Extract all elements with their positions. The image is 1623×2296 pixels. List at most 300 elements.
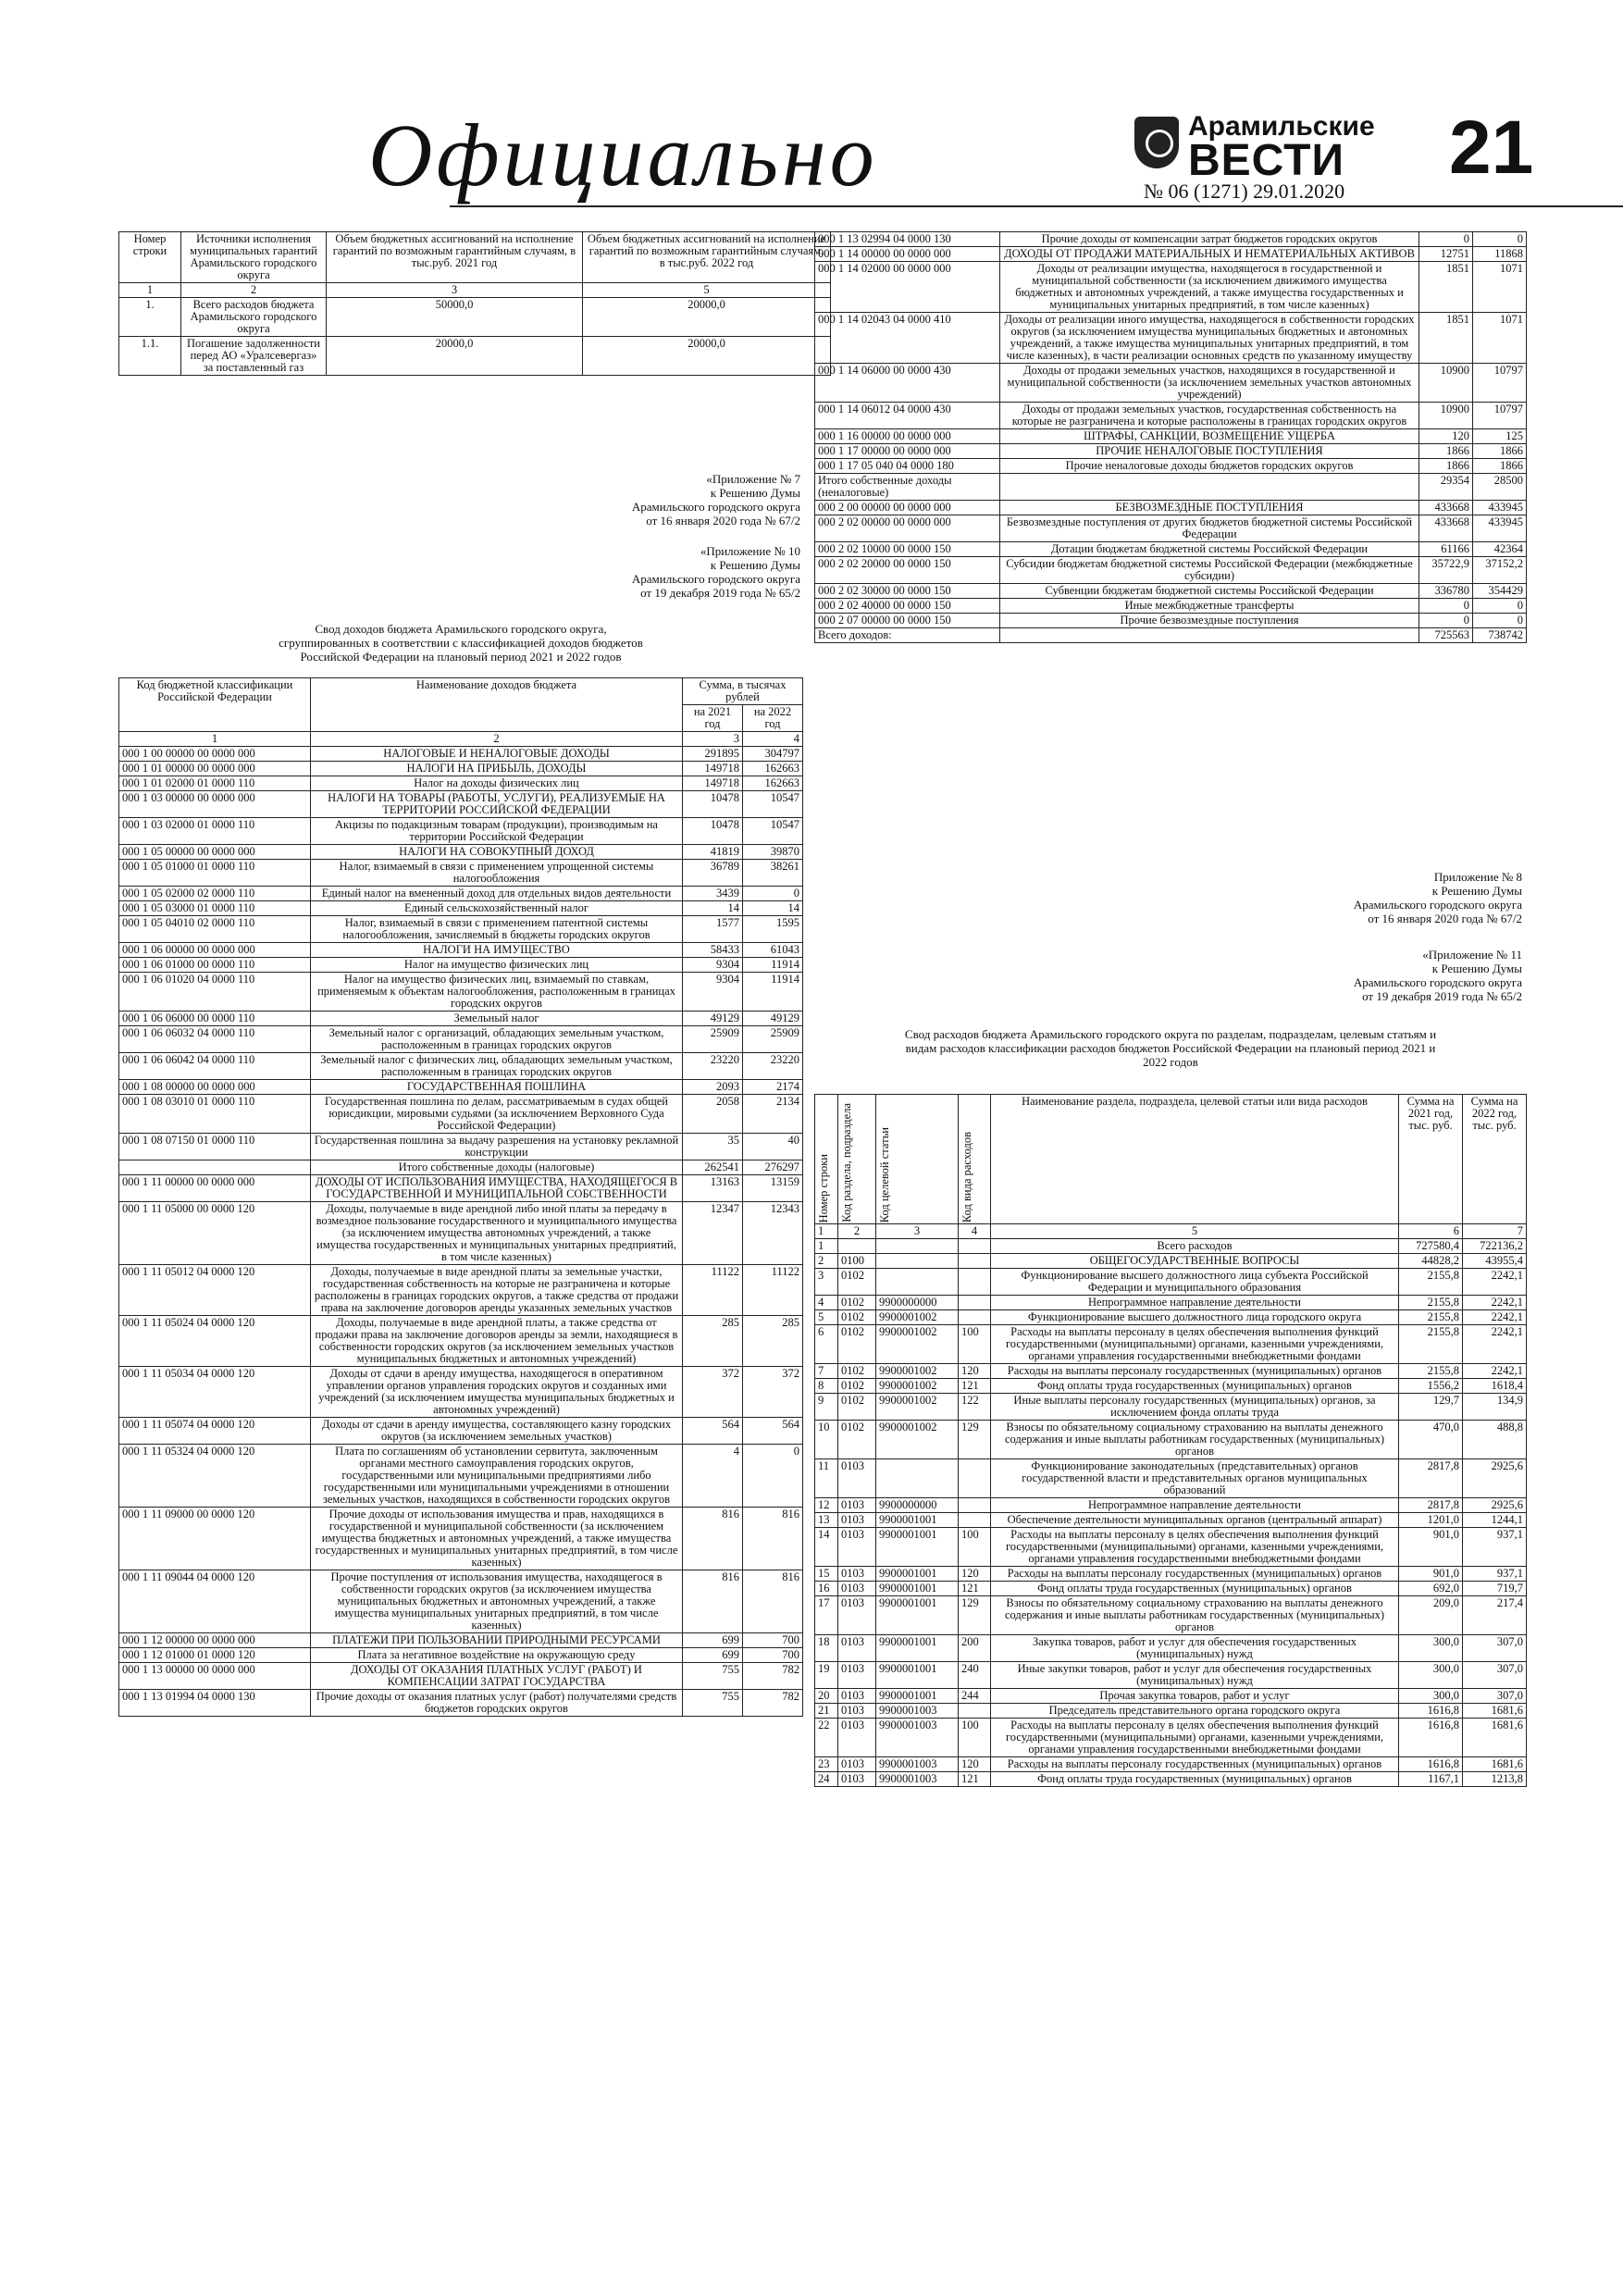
expense-row [815, 1310, 1527, 1325]
expense-row-cell: 9900001001 [876, 1635, 959, 1662]
guarantee-row-cell: 50000,0 [327, 298, 583, 337]
income-row-cell: Земельный налог с физических лиц, обладающих земельным участком, расположенным в границах городских округов [311, 1053, 683, 1080]
expense-row-cell: Обеспечение деятельности муниципальных органов (центральный аппарат) [991, 1513, 1399, 1528]
income-row-cell: 000 1 12 01000 01 0000 120 [119, 1648, 311, 1663]
expense-row [815, 1394, 1527, 1421]
expense-row-cell: Расходы на выплаты персоналу государственных (муниципальных) органов [991, 1364, 1399, 1379]
income-row-cell: Доходы от сдачи в аренду имущества, находящегося в оперативном управлении органов управления городских округов и созданных ими учреждений (за исключением имущества муниципальных бюджетных и автономных учреждений) [311, 1367, 683, 1418]
income-row [119, 1690, 803, 1717]
expense-row-cell: Иные выплаты персоналу государственных (муниципальных) органов, за исключением фонда оплаты труда [991, 1394, 1399, 1421]
income-row-cell: 10547 [743, 818, 803, 845]
expense-row [815, 1596, 1527, 1635]
income-row-cell: 12343 [743, 1202, 803, 1265]
note-line: к Решению Думы [710, 486, 800, 500]
expense-row-cell: 1244,1 [1463, 1513, 1527, 1528]
guarantee-row-cell: 1. [119, 298, 181, 337]
income-row-cell: 000 1 14 02043 04 0000 410 [815, 313, 1000, 364]
expense-row-cell: 1213,8 [1463, 1772, 1527, 1787]
income-row-cell: НАЛОГИ НА СОВОКУПНЫЙ ДОХОД [311, 845, 683, 860]
guarantee-row-cell: 1.1. [119, 337, 181, 376]
income-row-cell: 000 2 00 00000 00 0000 000 [815, 501, 1000, 515]
income-row [119, 1175, 803, 1202]
coat-of-arms-icon [1134, 117, 1179, 168]
expense-row-cell: 0102 [838, 1364, 876, 1379]
income-row-cell: 000 1 14 02000 00 0000 000 [815, 262, 1000, 313]
expense-row-cell: 1201,0 [1399, 1513, 1463, 1528]
income-row-cell: 2058 [683, 1095, 743, 1134]
expense-row-cell: 15 [815, 1567, 838, 1582]
income-row-cell: ПРОЧИЕ НЕНАЛОГОВЫЕ ПОСТУПЛЕНИЯ [1000, 444, 1419, 459]
guarantee-header: Источники исполнения муниципальных гарантий Арамильского городского округа [181, 232, 327, 283]
expense-row-cell: 120 [959, 1364, 991, 1379]
income-row-cell: 13159 [743, 1175, 803, 1202]
guarantee-header: Объем бюджетных ассигнований на исполнение гарантий по возможным гарантийным случаям, в тыс.руб. 2022 год [583, 232, 831, 283]
income-row-cell: 12751 [1419, 247, 1473, 262]
expense-row-cell: 0102 [838, 1394, 876, 1421]
income-row-cell: Иные межбюджетные трансферты [1000, 599, 1419, 614]
income-row-cell: 433945 [1473, 501, 1527, 515]
income-row [815, 444, 1527, 459]
expense-row-cell: Функционирование высшего должностного лица городского округа [991, 1310, 1399, 1325]
note-line: Арамильского городского округа [1353, 898, 1522, 912]
income-row-cell: 125 [1473, 429, 1527, 444]
income-row-cell: Плата за негативное воздействие на окружающую среду [311, 1648, 683, 1663]
expense-row-cell: 0103 [838, 1513, 876, 1528]
guarantee-row-cell: 20000,0 [583, 337, 831, 376]
expense-row-cell: 10 [815, 1421, 838, 1459]
expense-row-cell: 727580,4 [1399, 1239, 1463, 1254]
expense-row-cell: 18 [815, 1635, 838, 1662]
income-row-cell: 000 1 16 00000 00 0000 000 [815, 429, 1000, 444]
income-row-cell: 120 [1419, 429, 1473, 444]
income-row-cell: 699 [683, 1633, 743, 1648]
column-number: 3 [327, 283, 583, 298]
header-rule [450, 205, 1623, 207]
expense-row-cell: Фонд оплаты труда государственных (муниципальных) органов [991, 1379, 1399, 1394]
income-row-cell: 0 [1473, 599, 1527, 614]
income-row-cell: ДОХОДЫ ОТ ИСПОЛЬЗОВАНИЯ ИМУЩЕСТВА, НАХОДЯЩЕГОСЯ В ГОСУДАРСТВЕННОЙ И МУНИЦИПАЛЬНОЙ СОБСТВЕННОСТИ [311, 1175, 683, 1202]
income-row-cell: 1851 [1419, 262, 1473, 313]
expense-row [815, 1704, 1527, 1719]
expense-row-cell: 21 [815, 1704, 838, 1719]
column-number: 5 [583, 283, 831, 298]
expense-row-cell: Фонд оплаты труда государственных (муниципальных) органов [991, 1582, 1399, 1596]
expense-row-cell: 1681,6 [1463, 1757, 1527, 1772]
expense-body [815, 1239, 1527, 1787]
income-row-cell: Акцизы по подакцизным товарам (продукции), производимым на территории Российской Федерации [311, 818, 683, 845]
guarantee-row-cell: 20000,0 [327, 337, 583, 376]
income-row-cell: 000 1 11 09000 00 0000 120 [119, 1508, 311, 1570]
expense-row-cell [838, 1239, 876, 1254]
expense-row-cell: 9900001002 [876, 1310, 959, 1325]
expense-row [815, 1662, 1527, 1689]
appendix-note-10 [444, 544, 800, 600]
income-row-cell: Доходы, получаемые в виде арендной платы за земельные участки, государственная собственность на которые не разграничена и которые расположены в границах городских округов, а также средства от продажи права на заключение договоров аренды указанных земельных участков [311, 1265, 683, 1316]
expense-row-cell: Расходы на выплаты персоналу в целях обеспечения выполнения функций государственными (муниципальными) органами, казенными учреждениями, органами управления государственными внебюджетными фондами [991, 1719, 1399, 1757]
income-row-cell: 49129 [683, 1011, 743, 1026]
income-right-body [815, 232, 1527, 643]
column-number: 6 [1399, 1224, 1463, 1239]
expense-row-cell: 22 [815, 1719, 838, 1757]
expense-row-cell: 9900001001 [876, 1513, 959, 1528]
income-row-cell: 000 1 03 02000 01 0000 110 [119, 818, 311, 845]
income-row-cell: 40 [743, 1134, 803, 1160]
income-title [118, 622, 803, 664]
expense-row-cell: 719,7 [1463, 1582, 1527, 1596]
expense-row-cell: 129 [959, 1421, 991, 1459]
income-row [119, 1095, 803, 1134]
expense-row-cell: 1681,6 [1463, 1719, 1527, 1757]
income-row-cell: 0 [1419, 599, 1473, 614]
expense-row-cell: 2925,6 [1463, 1498, 1527, 1513]
income-row-cell: Итого собственные доходы (неналоговые) [815, 474, 1000, 501]
expense-row-cell: 2817,8 [1399, 1498, 1463, 1513]
title-line: Российской Федерации на плановый период 2021 и 2022 годов [300, 650, 622, 664]
income-row [119, 1508, 803, 1570]
note-line: к Решению Думы [1431, 962, 1522, 975]
expense-row-cell: 0102 [838, 1269, 876, 1296]
income-row-cell: 291895 [683, 747, 743, 762]
income-row-cell: 000 1 01 02000 01 0000 110 [119, 776, 311, 791]
expense-row-cell: 2817,8 [1399, 1459, 1463, 1498]
income-row-cell: 276297 [743, 1160, 803, 1175]
expense-row-cell: 2155,8 [1399, 1269, 1463, 1296]
expense-row-cell: 300,0 [1399, 1662, 1463, 1689]
masthead [118, 102, 1534, 209]
expense-row-cell: 9900001001 [876, 1662, 959, 1689]
issue-info: № 06 (1271) 29.01.2020 [1144, 180, 1345, 203]
income-header-sum: Сумма, в тысячах рублей [683, 678, 803, 705]
income-row-cell: 1866 [1419, 459, 1473, 474]
income-row-cell: 1071 [1473, 313, 1527, 364]
income-row-cell: 49129 [743, 1011, 803, 1026]
income-row-cell: 4 [683, 1445, 743, 1508]
income-row-cell: 000 1 05 00000 00 0000 000 [119, 845, 311, 860]
income-row-cell: 58433 [683, 943, 743, 958]
income-row-cell: БЕЗВОЗМЕЗДНЫЕ ПОСТУПЛЕНИЯ [1000, 501, 1419, 515]
note-line: от 19 декабря 2019 года № 65/2 [640, 586, 800, 600]
income-row-cell: 42364 [1473, 542, 1527, 557]
income-row-cell: 000 2 02 30000 00 0000 150 [815, 584, 1000, 599]
income-row-cell: 000 1 08 07150 01 0000 110 [119, 1134, 311, 1160]
expense-row-cell: 1618,4 [1463, 1379, 1527, 1394]
expense-row-cell: 307,0 [1463, 1662, 1527, 1689]
expense-row-cell: 4 [815, 1296, 838, 1310]
expense-row-cell: 2155,8 [1399, 1364, 1463, 1379]
expense-row [815, 1772, 1527, 1787]
column-number: 4 [959, 1224, 991, 1239]
income-row-cell: 782 [743, 1690, 803, 1717]
expense-row-cell: 0103 [838, 1528, 876, 1567]
header-2022: Сумма на 2022 год, тыс. руб. [1463, 1095, 1527, 1224]
income-row-cell: Безвозмездные поступления от других бюджетов бюджетной системы Российской Федерации [1000, 515, 1419, 542]
newspaper-logo [1134, 111, 1394, 185]
income-row-cell: 700 [743, 1648, 803, 1663]
income-row [119, 1202, 803, 1265]
column-number: 3 [876, 1224, 959, 1239]
income-row-cell: Налог на имущество физических лиц [311, 958, 683, 973]
income-row-cell: Плата по соглашениям об установлении сервитута, заключенным органами местного самоуправления городских округов, государственными или муниципальными предприятиями либо государственными или муниципальными учреждениями в отношении земельных участков, находящихся в собственности городских округов [311, 1445, 683, 1508]
expense-row-cell: 12 [815, 1498, 838, 1513]
income-row-cell: 000 1 14 06000 00 0000 430 [815, 364, 1000, 403]
expense-row-cell: 5 [815, 1310, 838, 1325]
expense-row-cell: 901,0 [1399, 1567, 1463, 1582]
header-name: Наименование раздела, подраздела, целевой статьи или вида расходов [991, 1095, 1399, 1224]
income-row-cell: 11914 [743, 973, 803, 1011]
note-line: Арамильского городского округа [1353, 975, 1522, 989]
income-row-cell: Единый налог на вмененный доход для отдельных видов деятельности [311, 887, 683, 901]
income-header-name: Наименование доходов бюджета [311, 678, 683, 732]
page-number: 21 [1449, 105, 1534, 190]
expense-row-cell: 100 [959, 1325, 991, 1364]
income-row-cell: ДОХОДЫ ОТ ПРОДАЖИ МАТЕРИАЛЬНЫХ И НЕМАТЕРИАЛЬНЫХ АКТИВОВ [1000, 247, 1419, 262]
expense-row [815, 1757, 1527, 1772]
income-row-cell: 1866 [1473, 459, 1527, 474]
income-row [119, 1663, 803, 1690]
expense-row-cell: 2155,8 [1399, 1310, 1463, 1325]
income-row-cell: 285 [743, 1316, 803, 1367]
expense-row-cell: 217,4 [1463, 1596, 1527, 1635]
header-target: Код целевой статьи [878, 1126, 891, 1222]
income-row-cell [119, 1160, 311, 1175]
note-line: «Приложение № 11 [1422, 948, 1522, 962]
note-line: от 16 января 2020 года № 67/2 [646, 514, 800, 527]
income-row-cell: 000 2 02 40000 00 0000 150 [815, 599, 1000, 614]
expense-row-cell: 2242,1 [1463, 1310, 1527, 1325]
expense-row-cell: 200 [959, 1635, 991, 1662]
income-row-cell: 1866 [1419, 444, 1473, 459]
expense-row-cell [959, 1239, 991, 1254]
income-row-cell: Прочие доходы от оказания платных услуг (работ) получателями средств бюджетов городских округов [311, 1690, 683, 1717]
income-row-cell: 000 1 06 06000 00 0000 110 [119, 1011, 311, 1026]
income-header-2022: на 2022 год [743, 705, 803, 732]
income-row-cell: 000 2 02 00000 00 0000 000 [815, 515, 1000, 542]
expense-row-cell: 209,0 [1399, 1596, 1463, 1635]
income-row [119, 1316, 803, 1367]
income-row-cell: Прочие неналоговые доходы бюджетов городских округов [1000, 459, 1419, 474]
income-row-cell: 13163 [683, 1175, 743, 1202]
income-row [119, 1160, 803, 1175]
guarantee-header: Номер строки [119, 232, 181, 283]
income-row-cell: 11914 [743, 958, 803, 973]
income-row [119, 887, 803, 901]
expense-row-cell: 307,0 [1463, 1689, 1527, 1704]
expense-row-cell: Прочая закупка товаров, работ и услуг [991, 1689, 1399, 1704]
income-row-cell: Дотации бюджетам бюджетной системы Российской Федерации [1000, 542, 1419, 557]
expense-row-cell [959, 1513, 991, 1528]
expense-row-cell: 307,0 [1463, 1635, 1527, 1662]
income-row-cell: Доходы от продажи земельных участков, находящихся в государственной и муниципальной собственности (за исключением земельных участков автономных учреждений) [1000, 364, 1419, 403]
column-number: 3 [683, 732, 743, 747]
expense-row-cell: 2242,1 [1463, 1364, 1527, 1379]
income-row-cell: Доходы от сдачи в аренду имущества, составляющего казну городских округов (за исключением земельных участков) [311, 1418, 683, 1445]
income-row [119, 1633, 803, 1648]
income-row [815, 557, 1527, 584]
income-header-code: Код бюджетной классификации Российской Федерации [119, 678, 311, 732]
expense-row-cell: 1616,8 [1399, 1719, 1463, 1757]
income-row [119, 1053, 803, 1080]
expense-row-cell: 0102 [838, 1379, 876, 1394]
income-row-cell: 10478 [683, 818, 743, 845]
guarantee-body [119, 298, 831, 376]
income-row-cell: Прочие поступления от использования имущества, находящегося в собственности городских округов (за исключением имущества муниципальных бюджетных и автономных учреждений, а также имущества муниципальных унитарных предприятий, в том числе казенных) [311, 1570, 683, 1633]
expense-row-cell: 0103 [838, 1567, 876, 1582]
expense-row-cell: 9900000000 [876, 1296, 959, 1310]
expense-row-cell: 3 [815, 1269, 838, 1296]
expense-row-cell: Фонд оплаты труда государственных (муниципальных) органов [991, 1772, 1399, 1787]
expense-row-cell: 6 [815, 1325, 838, 1364]
income-row-cell: 336780 [1419, 584, 1473, 599]
expense-row-cell: Всего расходов [991, 1239, 1399, 1254]
income-row-cell: 433668 [1419, 501, 1473, 515]
income-row-cell: 433945 [1473, 515, 1527, 542]
expense-row-cell: 244 [959, 1689, 991, 1704]
income-row-cell: 000 1 05 01000 01 0000 110 [119, 860, 311, 887]
expense-row-cell: Расходы на выплаты персоналу государственных (муниципальных) органов [991, 1567, 1399, 1582]
income-row-cell: 000 1 00 00000 00 0000 000 [119, 747, 311, 762]
income-row [119, 943, 803, 958]
note-line: Арамильского городского округа [631, 572, 800, 586]
expense-row [815, 1582, 1527, 1596]
income-row-cell: Земельный налог с организаций, обладающих земельным участком, расположенным в границах городских округов [311, 1026, 683, 1053]
income-row-cell: 354429 [1473, 584, 1527, 599]
income-row-cell: Доходы от продажи земельных участков, государственная собственность на которые не разграничена и которые расположены в границах городских округов [1000, 403, 1419, 429]
income-row-cell: 000 1 11 00000 00 0000 000 [119, 1175, 311, 1202]
title-line: Свод доходов бюджета Арамильского городского округа, [315, 622, 607, 636]
income-row-cell: 11122 [743, 1265, 803, 1316]
income-row-cell: 816 [743, 1570, 803, 1633]
expense-row [815, 1567, 1527, 1582]
income-row [119, 762, 803, 776]
income-row-cell: 0 [1419, 232, 1473, 247]
expense-row-cell: 240 [959, 1662, 991, 1689]
expense-row-cell: 122 [959, 1394, 991, 1421]
expense-row-cell: 937,1 [1463, 1528, 1527, 1567]
income-row-cell: 000 2 02 10000 00 0000 150 [815, 542, 1000, 557]
guarantee-row-cell: Погашение задолженности перед АО «Уралсевергаз» за поставленный газ [181, 337, 327, 376]
expense-row-cell: 0102 [838, 1296, 876, 1310]
expense-row-cell: 9900001002 [876, 1364, 959, 1379]
income-row-cell: ШТРАФЫ, САНКЦИИ, ВОЗМЕЩЕНИЕ УЩЕРБА [1000, 429, 1419, 444]
expense-row-cell: 9900001001 [876, 1596, 959, 1635]
income-row-cell: 816 [743, 1508, 803, 1570]
expense-row-cell: 0103 [838, 1704, 876, 1719]
column-number: 4 [743, 732, 803, 747]
income-row-cell: 2174 [743, 1080, 803, 1095]
expense-header [838, 1095, 876, 1224]
guarantee-header: Объем бюджетных ассигнований на исполнение гарантий по возможным гарантийным случаям, в тыс.руб. 2021 год [327, 232, 583, 283]
expense-row-cell: 120 [959, 1567, 991, 1582]
expense-row-cell: 0103 [838, 1689, 876, 1704]
guarantee-table [118, 231, 831, 376]
income-row-cell: 000 1 17 05 040 04 0000 180 [815, 459, 1000, 474]
income-row-cell: 1577 [683, 916, 743, 943]
note-line: от 16 января 2020 года № 67/2 [1368, 912, 1522, 925]
income-row-cell: 000 1 17 00000 00 0000 000 [815, 444, 1000, 459]
expense-row [815, 1269, 1527, 1296]
income-row-cell: 000 1 13 00000 00 0000 000 [119, 1663, 311, 1690]
income-row-cell: ДОХОДЫ ОТ ОКАЗАНИЯ ПЛАТНЫХ УСЛУГ (РАБОТ) И КОМПЕНСАЦИИ ЗАТРАТ ГОСУДАРСТВА [311, 1663, 683, 1690]
income-row-cell: 10900 [1419, 403, 1473, 429]
income-row [119, 1265, 803, 1316]
expense-row-cell: 121 [959, 1772, 991, 1787]
expense-row-cell: 2 [815, 1254, 838, 1269]
column-number: 1 [119, 283, 181, 298]
income-row-cell: 000 1 05 03000 01 0000 110 [119, 901, 311, 916]
income-row-cell: 000 1 06 01000 00 0000 110 [119, 958, 311, 973]
income-row [119, 1134, 803, 1160]
income-row-cell: ПЛАТЕЖИ ПРИ ПОЛЬЗОВАНИИ ПРИРОДНЫМИ РЕСУРСАМИ [311, 1633, 683, 1648]
expense-row-cell: 2155,8 [1399, 1325, 1463, 1364]
income-row-cell: 372 [743, 1367, 803, 1418]
income-row-cell: 755 [683, 1663, 743, 1690]
income-row-cell: 37152,2 [1473, 557, 1527, 584]
title-line: сгруппированных в соответствии с классификацией доходов бюджетов [279, 636, 643, 650]
income-row-cell: 000 1 12 00000 00 0000 000 [119, 1633, 311, 1648]
expense-row-cell: 0103 [838, 1582, 876, 1596]
income-row-cell: 738742 [1473, 628, 1527, 643]
income-row [119, 1648, 803, 1663]
appendix-note-8 [1147, 870, 1522, 925]
income-row-cell: 38261 [743, 860, 803, 887]
income-row-cell: Государственная пошлина за выдачу разрешения на установку рекламной конструкции [311, 1134, 683, 1160]
expense-row-cell: 488,8 [1463, 1421, 1527, 1459]
income-row-cell: 564 [683, 1418, 743, 1445]
income-row-cell: 41819 [683, 845, 743, 860]
expense-header [876, 1095, 959, 1224]
expense-row-cell: Непрограммное направление деятельности [991, 1296, 1399, 1310]
income-row [119, 1026, 803, 1053]
expense-row-cell: 9900001003 [876, 1719, 959, 1757]
income-row [815, 364, 1527, 403]
expense-row-cell: Расходы на выплаты персоналу в целях обеспечения выполнения функций государственными (муниципальными) органами, казенными учреждениями, органами управления государственными внебюджетными фондами [991, 1325, 1399, 1364]
header-row-number: Номер строки [817, 1153, 830, 1222]
income-row-cell: 000 1 11 05324 04 0000 120 [119, 1445, 311, 1508]
income-row-cell [1000, 628, 1419, 643]
income-row [119, 1418, 803, 1445]
income-row-cell: 1071 [1473, 262, 1527, 313]
expense-row-cell [876, 1269, 959, 1296]
income-row-cell: 0 [1473, 232, 1527, 247]
income-row [119, 916, 803, 943]
income-row-cell: НАЛОГИ НА ПРИБЫЛЬ, ДОХОДЫ [311, 762, 683, 776]
column-number: 5 [991, 1224, 1399, 1239]
income-row-cell: Итого собственные доходы (налоговые) [311, 1160, 683, 1175]
expense-row [815, 1239, 1527, 1254]
income-row [119, 973, 803, 1011]
expense-row-cell [959, 1254, 991, 1269]
income-row [815, 429, 1527, 444]
income-row-cell: 433668 [1419, 515, 1473, 542]
income-row-cell: Налог на доходы физических лиц [311, 776, 683, 791]
income-row-cell: 000 1 11 05000 00 0000 120 [119, 1202, 311, 1265]
income-row [119, 1011, 803, 1026]
expense-row-cell: 0103 [838, 1772, 876, 1787]
income-row-cell: 23220 [683, 1053, 743, 1080]
expense-row [815, 1719, 1527, 1757]
guarantee-row [119, 337, 831, 376]
expense-row-cell: 17 [815, 1596, 838, 1635]
expense-row-cell: 1167,1 [1399, 1772, 1463, 1787]
column-number: 1 [119, 732, 311, 747]
expense-row-cell: 9900001002 [876, 1394, 959, 1421]
note-line: к Решению Думы [1431, 884, 1522, 898]
expense-row-cell [876, 1459, 959, 1498]
expense-row-cell [876, 1239, 959, 1254]
expense-row-cell: 24 [815, 1772, 838, 1787]
income-row-cell: 61043 [743, 943, 803, 958]
expense-row-cell: 19 [815, 1662, 838, 1689]
